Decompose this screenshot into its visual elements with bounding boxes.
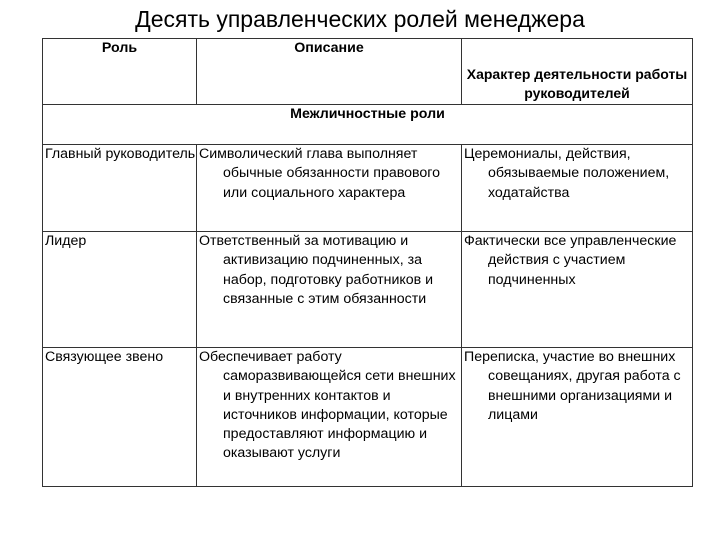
description-cell: Ответственный за мотивацию и активизацию подчиненных, за набор, подготовку работников и связанные с этим обязанности: [197, 232, 462, 348]
description-cell: Обеспечивает работу саморазвивающейся сети внешних и внутренних контактов и источников информации, которые предоставляют информацию и оказывают услуги: [197, 348, 462, 487]
role-cell: Главный руководитель: [43, 145, 197, 232]
column-header-role: Роль: [43, 39, 197, 105]
table-row: [43, 232, 693, 348]
column-header-activity: Характер деятельности работы руководителей: [462, 39, 693, 105]
section-row: [43, 105, 693, 145]
role-cell: Лидер: [43, 232, 197, 348]
role-cell: Связующее звено: [43, 348, 197, 487]
activity-cell: Переписка, участие во внешних совещаниях, другая работа с внешними организациями и лицами: [462, 348, 693, 487]
table-row: [43, 348, 693, 487]
table-header-row: [43, 39, 693, 105]
activity-cell: Фактически все управленческие действия с участием подчиненных: [462, 232, 693, 348]
description-cell: Символический глава выполняет обычные обязанности правового или социального характера: [197, 145, 462, 232]
page-title: Десять управленческих ролей менеджера: [135, 6, 585, 32]
column-header-description: Описание: [197, 39, 462, 105]
section-title: Межличностные роли: [43, 105, 693, 145]
table-row: [43, 145, 693, 232]
roles-table: [42, 38, 693, 487]
activity-cell: Церемониалы, действия, обязываемые положением, ходатайства: [462, 145, 693, 232]
